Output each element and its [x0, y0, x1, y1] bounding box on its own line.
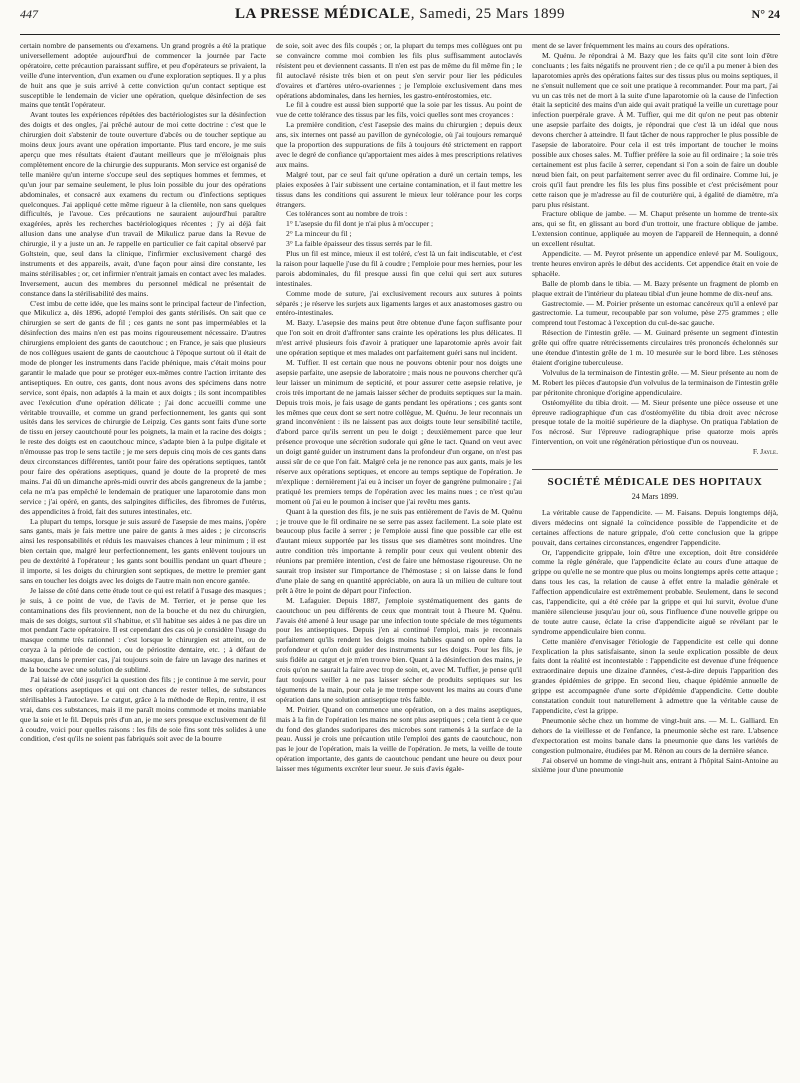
paragraph: Volvulus de la terminaison de l'intestin grêle. — M. Sieur présente au nom de M. Robert les pièces d'autopsie d'un volvulus de la terminaison de l'intestin grêle par péritonite chronique d'origine appendiculaire.: [532, 367, 778, 397]
list-item: 2° La minceur du fil ;: [286, 229, 352, 239]
paragraph: de soie, soit avec des fils coupés ; or, la plupart du temps mes collègues ont pu se convaincre comme moi combien les fils plus suffisamment autoclavés résistent peu et deviennent cassants. Il n'en est pas de même du fil même fin ; le fil autoclavé résiste très bien et on peut s'en servir pour lier les pédicules d'ovaires et d'artères utéro-ovariennes ; je l'emploie exclusivement dans mes opérations abdominales, dans les hernies, les gastro-entérostomies, etc.: [276, 41, 522, 100]
paragraph: M. Lafaguier. Depuis 1887, j'emploie systématiquement des gants de caoutchouc un peu différents de ceux que montrait tout à l'heure M. Quénu. J'avais été amené à leur usage par une infection toute spéciale de mes téguments pour les antiseptiques. Depuis j'en ai continué l'emploi, mais je reconnais parfaitement qu'ils rendent les doigts moins habiles quand on opère dans la profondeur et qu'on doit guider des instruments sur les doigts. Pour les fils, je suis fidèle au catgut et je m'en trouve bien. Quant à la désinfection des mains, je crois qu'on ne saurait la faire avec trop de soin, et, avec M. Tuffier, je pense qu'il faut toujours veiller à ne pas laisser sécher de produits septiques sur les téguments de la main, pour cela je me trempe souvent les mains au cours d'une opération dans une solution antiseptique très faible.: [276, 595, 522, 704]
issue-number: N° 24: [751, 7, 780, 21]
paragraph: M. Tuffier. Il est certain que nous ne pouvons obtenir pour nos doigts une asepsie parfaite, une asepsie de laboratoire ; mais nous ne pouvons chercher qu'à leur laisser un minimum de septicité, et pour assurer cette asepsie relative, je crois très important de ne jamais laisser sécher de produits septiques sur la main. Depuis trois mois, je fais usage de gants pendant les opérations ; ces gants sont les mêmes que ceux dont se sert notre collègue, M. Quénu. Je leur reconnais un grand inconvénient : ils ne laissent pas aux doigts toute leur sensibilité tactile, d'abord parce qu'ils serrent un peu le doigt ; deuxièmement parce que leur présence provoque une sécrétion sudorale qui gêne le tact. Quand on veut avec un doigt ganté guider un instrument dans la profondeur d'un organe, on n'est pas aussi sûr de ce que l'on fait. Malgré cela je ne renonce pas aux gants, mais je les réserve aux opérations septiques, et encore au temps septique de l'opération. Je m'explique : dernièrement j'ai eu à inciser un foyer de gangrène pulmonaire ; j'ai pratiqué les premiers temps de l'opération avec les mains nues ; ce n'est qu'au moment où j'ai eu le poumon à inciser que j'ai revêtu mes gants.: [276, 358, 522, 506]
paragraph: Malgré tout, par ce seul fait qu'une opération a duré un certain temps, les plaies exposées à l'air subissent une certaine contamination, et il faut mettre les tissus dans les conditions qui assurent le mieux leur tolérance pour les corps étrangers.: [276, 169, 522, 209]
paragraph: Pneumonie sèche chez un homme de vingt-huit ans. — M. L. Galliard. En dehors de la vieillesse et de l'enfance, la pneumonie sèche est rare. L'absence d'expectoration est moins banale dans la pneumonie que dans les variétés de congestion pulmonaire, étudiées par M. Rénon au cours de la dernière séance.: [532, 715, 778, 755]
paragraph: Ces tolérances sont au nombre de trois :: [286, 209, 408, 219]
column-1: [20, 41, 266, 1083]
section-heading: SOCIÉTÉ MÉDICALE DES HOPITAUX: [532, 469, 778, 488]
paragraph: M. Bazy. L'asepsie des mains peut être obtenue d'une façon suffisante pour que l'on soit en droit d'affronter sans crainte les opérations les plus délicates. Il m'est arrivé plusieurs fois d'avoir à pratiquer une laparotomie après avoir fait une opération septique et mes malades ont parfaitement guéri sans nul incident.: [276, 318, 522, 358]
list-item: 1° L'asepsie du fil dont je n'ai plus à m'occuper ;: [286, 219, 434, 229]
paragraph: La plupart du temps, lorsque je suis assuré de l'asepsie de mes mains, j'opère sans gants, mais je fais mettre une paire de gants à mes aides ; je circonscris ainsi les responsabilités et réduis les mauvaises chances à leur minimum ; il est bien certain que, malgré leur perfectionnement, les gants enlèvent toujours un peu de dextérité à l'opérateur ; les gants sont bouillis pendant un quart d'heure ; il importe, si les doigts du chirurgien sont septiques, de mettre le premier gant sans en toucher les doigts avec les doigts de l'autre main non encore gantée.: [20, 516, 266, 585]
journal-name: LA PRESSE MÉDICALE: [234, 6, 411, 22]
paragraph: M. Quénu. Je répondrai à M. Bazy que les faits qu'il cite sont loin d'être concluants ; les faits négatifs ne prouvent rien ; de ce qu'il a pu mener à bien des laparotomies après des opérations faites sur des tissus plus ou moins septiques, il ne s'ensuit nullement que ce soit une pratique à recommander. Pour ma part, j'ai vu un cas très net de mort à la suite d'une laparotomie où la cause de l'infection était la septicité des mains d'un aide qui avait pratiqué la veille un curettage pour infection puerpérale grave. À M. Tuffier, qui me dit qu'on ne peut pas obtenir une asepsie parfaite des doigts, je répondrai que c'est là un idéal que nous devons chercher à atteindre. Il faut tâcher de nous rapprocher le plus possible de l'asepsie de laboratoire. Pour cela il est très important de toucher le moins possible aux choses sales. M. Tuffier préfère la soie au fil ordinaire ; la soie très certainement est plus facile à serrer, cependant si l'on a soin de faire un double nœud bien fait, on peut parfaitement serrer avec du fil ordinaire. Comme lui, je crois qu'il faut prendre les fils les plus fins possible et c'est précisément pour cette raison que je m'adresse au fil de couturière qui, à égalité de diamètre, m'a paru plus résistant.: [532, 50, 778, 209]
paragraph: Avant toutes les expériences répétées des bactériologistes sur la désinfection des doigts et des ongles, j'ai prêché autour de moi cette doctrine : c'est que le chirurgien doit s'abstenir de toute ouverture d'abcès ou de toucher septique au moins deux jours avant une opération importante. Plus tard encore, je me suis aperçu que mes résultats étaient d'autant meilleurs que je m'éloignais plus complètement encore de la chirurgie des suppurants. Mon service est organisé de telle manière qu'un interne s'occupe seul des septiques hommes et femmes, et qu'un jour par semaine seulement, le plus loin possible du jour des opérations abdominales, et consacré aux examens du rectum ou d'infections septiques quelconques. J'ai appliqué cette même rigueur à la clientèle, non sans quelques difficultés, je l'avoue. Ces précautions ne sauraient aujourd'hui paraître exagérées, après les recherches bactériologiques récentes ; j'y ai déjà fait allusion dans une analyse d'un travail de Mikulicz parue dans la Revue de chirurgie, il y a juste un an. Je rappelle en particulier ce fait capital observé par Goltstein, que, seul dans la clinique, l'infirmier exclusivement chargé des instruments et des appareils, avait, d'une façon pour ainsi dire constante, les mains stérilisables ; or, cet infirmier n'entrait jamais en contact avec les malades. Inversement, aucun des membres du personnel médical ne présentait de constance dans la stérilisabilité des mains.: [20, 110, 266, 298]
paragraph: Cette manière d'envisager l'étiologie de l'appendicite est celle qui donne l'explication la plus satisfaisante, sinon la seule explication possible de deux faits dont la réalité est incontestable : l'appendicite est devenue d'une fréquence extraordinaire depuis une dizaine d'années, c'est-à-dire depuis l'apparition des grandes épidémies de grippe. En second lieu, chaque épidémie annuelle de grippe est accompagnée d'une sorte d'épidémie d'appendicite. Cette double constatation conduit tout naturellement à admettre que la véritable cause de l'appendicite, c'est la grippe.: [532, 636, 778, 715]
paragraph: Comme mode de suture, j'ai exclusivement recours aux sutures à points séparés ; je réserve les surjets aux ligaments larges et aux anastomoses gastro ou entéro-intestinales.: [276, 288, 522, 318]
paragraph: C'est imbu de cette idée, que les mains sont le principal facteur de l'infection, que Mikulicz a, dès 1896, adopté l'emploi des gants stérilisés. On sait que ce chirurgien se sert de gants de fil ; ces gants ne sont pas imperméables et la désinfection des mains n'en est pas moins rigoureusement nécessaire. D'autres chirurgiens emploient des gants de caoutchouc ; en France, je sais que plusieurs de nos collègues usaient de gants de caoutchouc à l'époque surtout où il était de mode de plonger les instruments dans l'acide phénique, mais c'était moins pour garantir le malade que pour se protéger eux-mêmes contre l'action irritante des antiseptiques. En outre, ces gants, dont nous avons des spécimens dans notre service, sont épais, non adaptés à la main et aux doigts ; ils sont incompatibles avec l'exécution d'une opération délicate ; j'ai donc accueilli comme une véritable trouvaille, et comme un grand perfectionnement, les gants qui sont usités dans les services de chirurgie de Leipzig. Ces gants sont faits d'une sorte de tissu en jersey caoutchouté pour les poignets, la main et la racine des doigts ; le reste des doigts est en caoutchouc mince, s'adapte bien à la pulpe digitale et n'émousse pas trop le sens tactile ; je me sers depuis cinq mois de ces gants dans deux circonstances différentes, tantôt pour faire des opérations septiques, tantôt pour faire des opérations aseptiques, quand je doute de la propreté de mes mains. J'ai dû un dimanche après-midi ouvrir des abcès gangreneux de la jambe ; cela ne m'a pas empêché le lendemain de pratiquer une laparotomie dans mon service ; j'ai opéré, en gants, des salpingites difficiles, des fibromes de l'utérus, des appendicites à froid, fait des sutures intestinales, etc.: [20, 298, 266, 516]
column-2: [276, 41, 522, 1083]
text-columns: [20, 41, 780, 1083]
paragraph: J'ai observé un homme de vingt-huit ans, entrant à l'hôpital Saint-Antoine au sixième jour d'une pneumonie: [532, 755, 778, 775]
issue-date: , Samedi, 25 Mars 1899: [410, 6, 566, 22]
paragraph: Je laisse de côté dans cette étude tout ce qui est relatif à l'usage des masques ; je suis, à ce point de vue, de l'avis de M. Terrier, et je pense que les contaminations des fils proviennent, non de la bouche et du nez du chirurgien, mais de ses doigts, surtout s'il s'habitue, et s'il habitue ses aides à ne pas dire un mot pendant l'acte opératoire. Il est cependant des cas où je considère l'usage du masque comme très rationnel : c'est lorsque le chirurgien est atteint, ou de coryza à la période de coction, ou de périostite dentaire, etc. ; à défaut de masque, dans le premier cas, j'ai toujours soin de faire un lavage des narines et de la bouche avec une solution de sublimé.: [20, 585, 266, 675]
paragraph: Appendicite. — M. Peyrot présente un appendice enlevé par M. Souligoux, trente heures environ après le début des accidents. Cet appendice était en voie de sphacèle.: [532, 249, 778, 278]
paragraph: La véritable cause de l'appendicite. — M. Faisans. Depuis longtemps déjà, divers médecins ont signalé la coïncidence possible de l'appendicite et de certaines affections de nature grippale, d'où cette conclusion que la grippe pouvait, dans certaines circonstances, engendrer l'appendicite.: [532, 507, 778, 547]
list-item: 3° La faible épaisseur des tissus serrés par le fil.: [286, 239, 433, 249]
paragraph: Fracture oblique de jambe. — M. Chaput présente un homme de trente-six ans, qui se fit, en glissant au bord d'un trottoir, une fracture oblique de jambe. L'extension continue, appliquée au moyen de l'appareil de Hennequin, a donné un excellent résultat.: [532, 209, 778, 249]
paragraph: ment de se laver fréquemment les mains au cours des opérations.: [532, 41, 730, 50]
paragraph: Quant à la question des fils, je ne suis pas entièrement de l'avis de M. Quénu ; je trouve que le fil ordinaire ne se serre pas assez facilement. La soie plate est beaucoup plus facile à serrer ; je l'emploie aussi fine que possible car elle est d'autant mieux supportée par les tissus que ses diamètres sont moindres. Une autre condition très importante à remplir pour ceux qui veulent obtenir des réunions par première intention, c'est de faire une hémostase rigoureuse. On ne saurait trop insister sur l'importance de l'hémostase ; si on laisse dans le fond d'une plaie de sang en quantité appréciable, on aura là un milieu de culture tout prêt à être le point de départ pour l'infection.: [276, 506, 522, 595]
paragraph: Balle de plomb dans le tibia. — M. Bazy présente un fragment de plomb en plaque extrait de l'intérieur du plateau tibial d'un jeune homme de dix-neuf ans.: [532, 278, 778, 298]
author-signature: F. Jayle.: [752, 447, 778, 457]
paragraph: Résection de l'intestin grêle. — M. Guinard présente un segment d'intestin grêle qui offre quatre rétrécissements circulaires très prononcés échelonnés sur une étendue d'intestin grêle de 1 m. 10 mesurée sur le bord libre. Les sténoses étaient d'origine tuberculeuse.: [532, 328, 778, 367]
paragraph: Or, l'appendicite grippale, loin d'être une exception, doit être considérée comme la règle générale, que l'appendicite éclate au cours d'une attaque de grippe ou qu'elle ne se montre que plus ou moins longtemps après cette attaque ; dans tous les cas, la relation de cause à effet entre la maladie générale et l'affection appendiculaire est extrêmement probable. Seulement, dans le second cas, l'appendicite, qui a été créée par la grippe et qui lui survit, évolue d'une manière silencieuse jusqu'au jour où, sous l'influence d'une nouvelle grippe ou de toute autre cause, éclate la crise d'appendicite aiguë se révélant par le syndrome appendiculaire bien connu.: [532, 547, 778, 636]
paragraph: Gastrectomie. — M. Poirier présente un estomac cancéreux qu'il a enlevé par gastrectomie. La tumeur, recoupable par son volume, pèse 275 grammes ; elle comprend tout l'estomac à l'exception du cul-de-sac gauche.: [532, 298, 778, 328]
paragraph: La première condition, c'est l'asepsie des mains du chirurgien ; depuis deux ans, six internes ont passé au pavillon de gynécologie, où j'ai toujours remarqué que la proportion des suppurations de fils à toujours été strictement en rapport avec le degré de confiance qu'apportaient mes aides à mes prescriptions relatives aux mains.: [276, 120, 522, 169]
section-date: 24 Mars 1899.: [631, 491, 679, 501]
paragraph: Ostéomyélite du tibia droit. — M. Sieur présente une pièce osseuse et une épreuve radiographique d'un cas d'ostéomyélite du tibia droit avec nécrose presque totale de la moitié supérieure de la diaphyse. On pratiqua l'ablation de l'os nécrosé. Sur l'épreuve radiographique prise quatorze mois après l'intervention, on voit une régénération périostique d'un os nouveau.: [532, 397, 778, 447]
paragraph: certain nombre de pansements ou d'examens. Un grand progrès a été la pratique universellement adoptée aujourd'hui de commencer la journée par l'acte opératoire, cette précaution paraissant suffire, et peu d'opérateurs se privaient, la veille d'une intervention, d'un examen ou d'une exploration septiques. Il y a plus de huit ans que je suis arrivé à cette conviction qu'un contact septique est susceptible le lendemain de vicier une opération, quelque désinfection de ses mains que tentât l'opérateur.: [20, 41, 266, 110]
publication-title: [110, 6, 690, 23]
running-head: [20, 6, 780, 35]
paragraph: Plus un fil est mince, mieux il est toléré, c'est là un fait indiscutable, et c'est la raison pour laquelle j'use du fil à coudre ; l'emploie pour mes hernies, pour les parois abdominales, du fil presque aussi fin que celui qui sert aux sutures intestinales.: [276, 249, 522, 288]
paragraph: J'ai laissé de côté jusqu'ici la question des fils ; je continue à me servir, pour mes opérations aseptiques et qui ont chances de rester telles, de substances stérilisables à l'autoclave. Le catgut, grâce à la méthode de Repin, rentre, il est vrai, dans ces substances, mais il me paraît moins commode et moins maniable que la soie et le fil. Depuis près d'un an, je me sers presque exclusivement de fil à coudre, voici pour quelles raisons : les fils de soie fins sont très solides à une condition, c'est qu'ils ne soient pas fabriqués soit avec de la bourre: [20, 675, 266, 744]
page-number: 447: [20, 7, 38, 21]
paragraph: M. Poirier. Quand on commence une opération, on a des mains aseptiques, mais à la fin de l'opération les mains ne sont plus aseptiques ; cela tient à ce que du fond des glandes sudoripares des microbes sont ramenés à la surface de la peau. Aussi je crois une précaution utile l'emploi des gants de caoutchouc, non pas le jour de l'opération, mais la veille de l'opération. Je mets, la veille de toute opération importante, des gants de caoutchouc pendant une heure ou deux pour laisser mes téguments excréter leur sueur. Je suis d'avis égale-: [276, 704, 522, 774]
paragraph: Le fil à coudre est aussi bien supporté que la soie par les tissus. Au point de vue de cette tolérance des tissus par les fils, voici quelles sont mes croyances :: [276, 100, 522, 120]
column-3: [532, 41, 778, 1083]
